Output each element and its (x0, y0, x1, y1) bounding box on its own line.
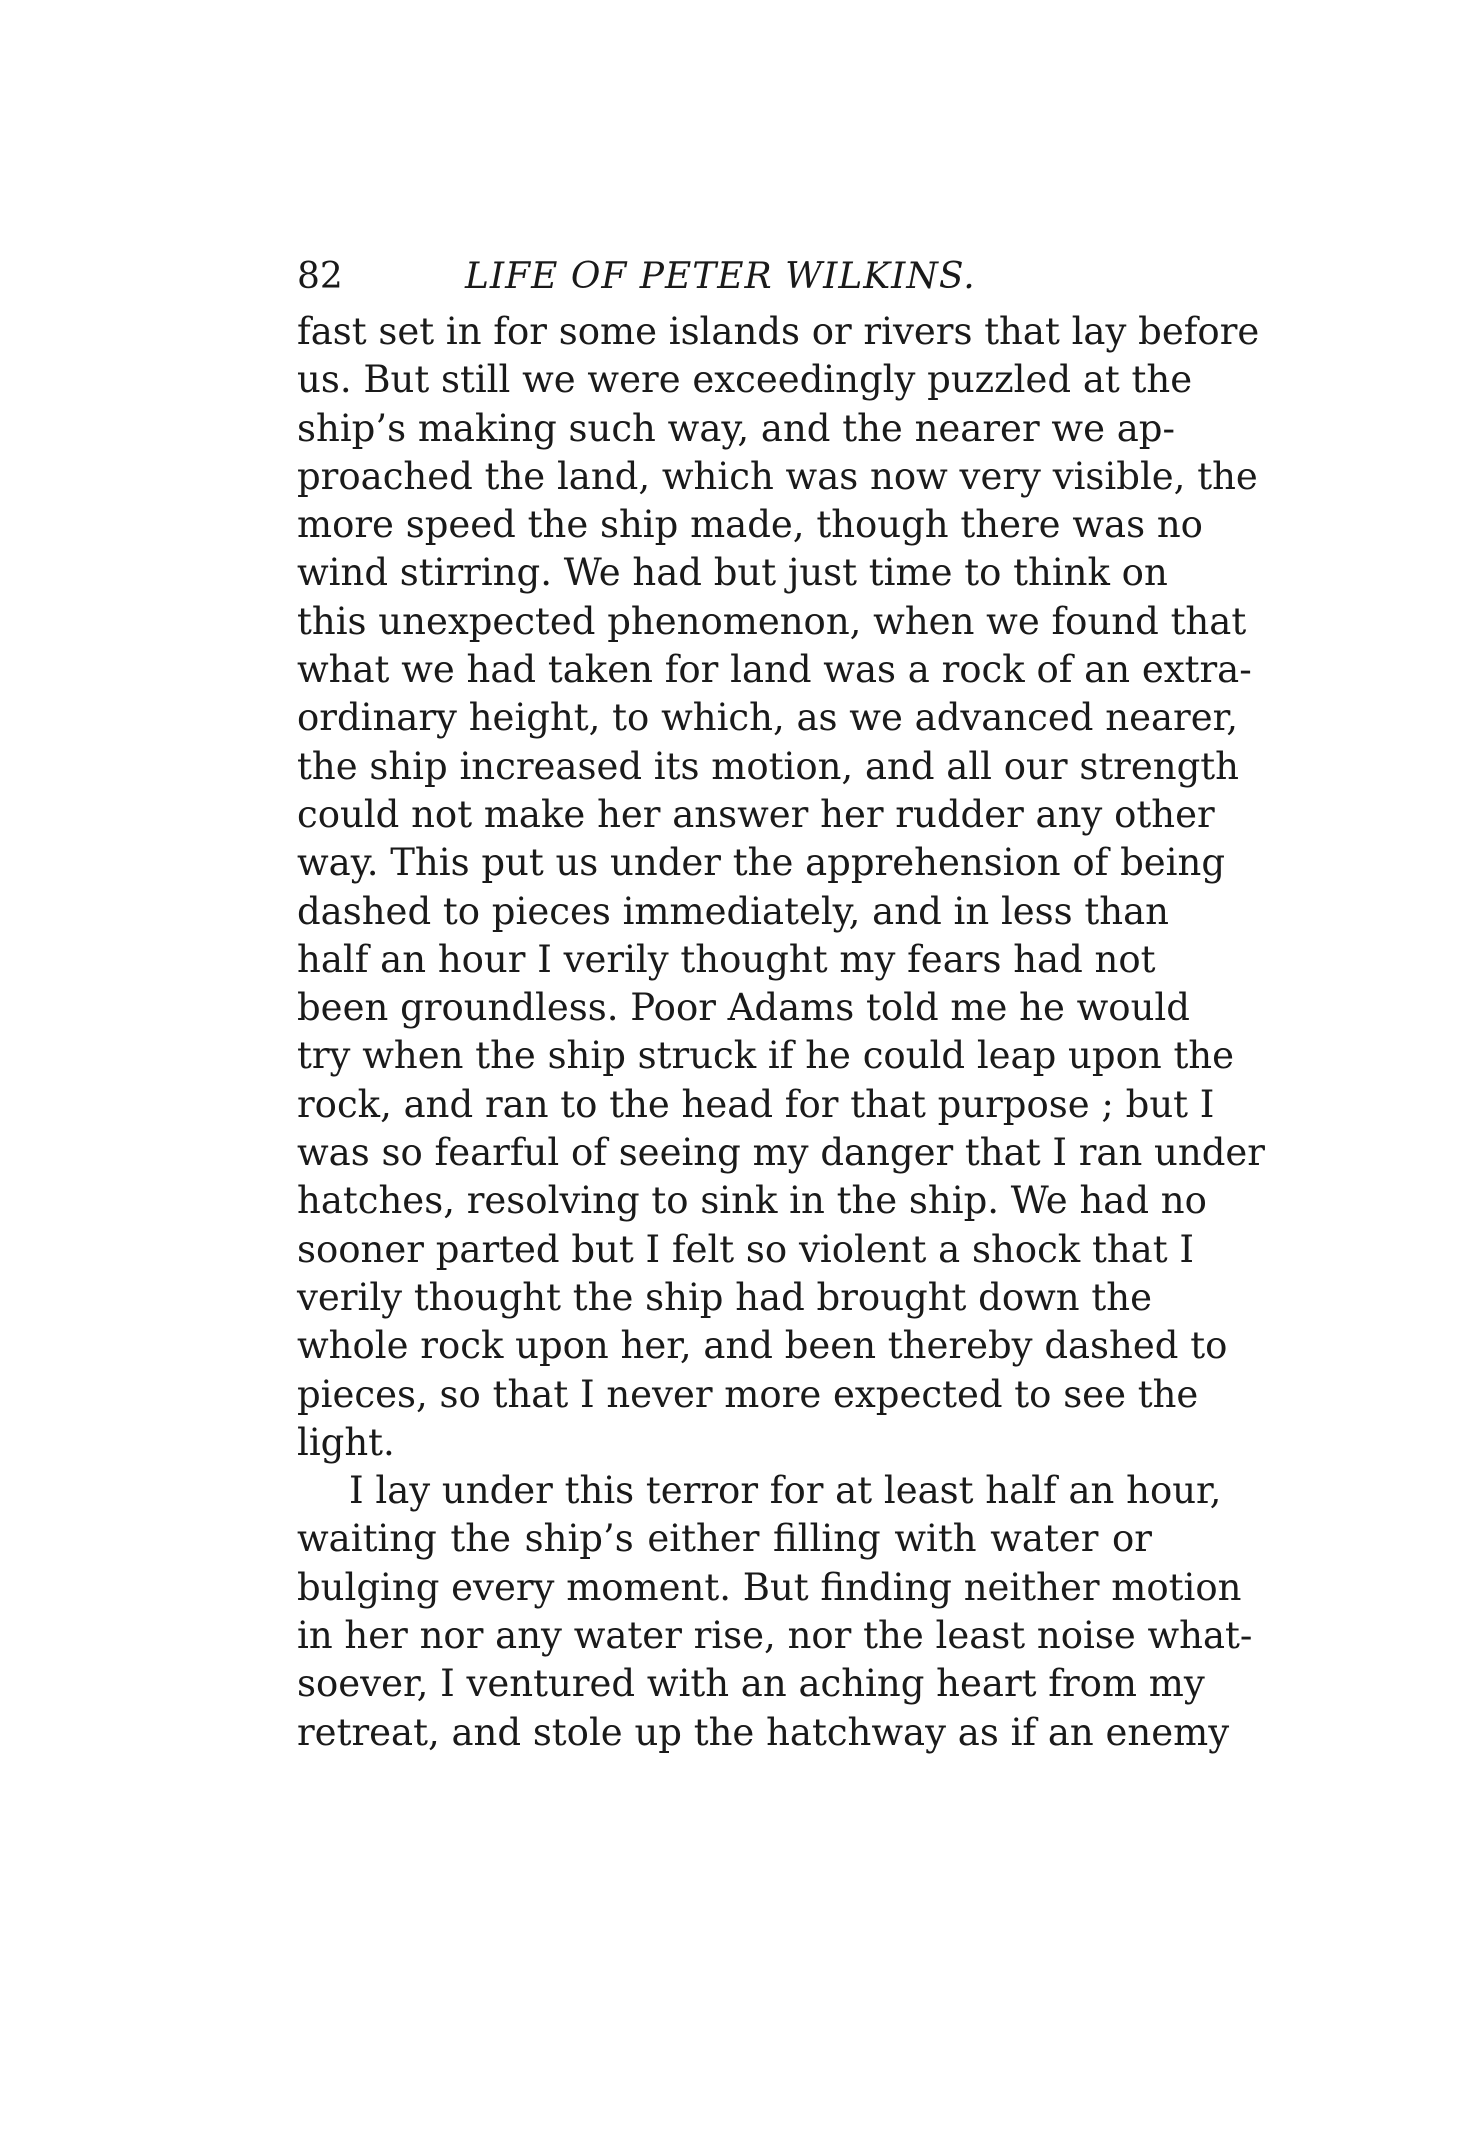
text-line: fast set in for some islands or rivers that lay before (297, 310, 1260, 353)
text-line: bulging every moment. But finding neither motion (297, 1565, 1242, 1609)
running-title: LIFE OF PETER WILKINS. (465, 256, 976, 297)
text-line: ordinary height, to which, as we advanced nearer, (297, 696, 1238, 740)
text-line: hatches, resolving to sink in the ship. We had no (297, 1179, 1207, 1223)
text-line: was so fearful of seeing my danger that I ran under (297, 1131, 1265, 1175)
text-line: way. This put us under the apprehension of being (297, 841, 1226, 885)
text-line: whole rock upon her, and been thereby dashed to (297, 1324, 1228, 1368)
text-line: us. But still we were exceedingly puzzled at the (297, 358, 1193, 402)
text-line: light. (297, 1420, 395, 1464)
running-head (297, 252, 1152, 302)
text-line: ship’s making such way, and the nearer we ap- (297, 406, 1175, 450)
text-line: rock, and ran to the head for that purpose ; but I (297, 1082, 1215, 1126)
text-line: sooner parted but I felt so violent a shock that I (297, 1227, 1194, 1271)
text-line: proached the land, which was now very visible, the (297, 454, 1258, 498)
text-line: dashed to pieces immediately, and in less than (297, 889, 1169, 933)
text-line: been groundless. Poor Adams told me he would (297, 986, 1190, 1030)
text-line: in her nor any water rise, nor the least noise what- (297, 1614, 1253, 1658)
text-line: this unexpected phenomenon, when we found that (297, 599, 1247, 643)
text-line: soever, I ventured with an aching heart from my (297, 1662, 1205, 1706)
text-line: verily thought the ship had brought down the (297, 1275, 1152, 1319)
body-text (297, 308, 1265, 1757)
page-number: 82 (297, 256, 343, 297)
text-line: I lay under this terror for at least half an hour, (349, 1469, 1222, 1513)
text-line: more speed the ship made, though there was no (297, 503, 1203, 547)
text-line: waiting the ship’s either filling with water or (297, 1517, 1152, 1561)
text-line: half an hour I verily thought my fears had not (297, 937, 1156, 981)
text-line: what we had taken for land was a rock of an extra- (297, 648, 1252, 692)
text-line: pieces, so that I never more expected to see the (297, 1372, 1199, 1416)
text-line: the ship increased its motion, and all our strength (297, 744, 1239, 788)
text-line: could not make her answer her rudder any other (297, 792, 1215, 836)
text-line: try when the ship struck if he could leap upon the (297, 1034, 1235, 1078)
text-line: retreat, and stole up the hatchway as if an enemy (297, 1710, 1230, 1754)
text-line: wind stirring. We had but just time to think on (297, 551, 1168, 595)
